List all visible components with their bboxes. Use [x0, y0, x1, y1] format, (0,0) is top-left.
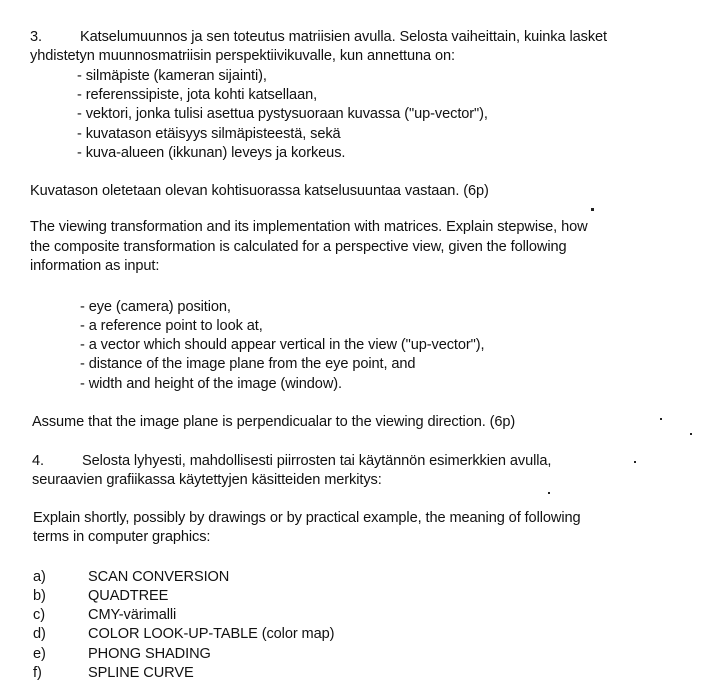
scan-speck — [634, 461, 636, 463]
q3-en-item: - width and height of the image (window). — [80, 376, 342, 392]
scan-speck — [591, 208, 594, 211]
q4-term-label: c) — [33, 607, 45, 623]
q3-fi-intro-line-2: yhdistetyn muunnosmatriisin perspektiivikuvalle, kun annettuna on: — [30, 48, 455, 64]
q4-fi-intro-text-1: Selosta lyhyesti, mahdollisesti piirrosten tai käytännön esimerkkien avulla, — [82, 453, 552, 469]
q3-en-item: - a vector which should appear vertical in the view ("up-vector"), — [80, 337, 485, 353]
q4-term-row — [33, 606, 176, 626]
q4-term-row — [33, 625, 334, 645]
q4-term-row — [33, 645, 211, 665]
q4-term-row — [33, 568, 229, 588]
q4-term-text: CMY-värimalli — [88, 607, 177, 623]
q4-term-row — [33, 587, 168, 607]
q4-term-text: PHONG SHADING — [88, 646, 211, 662]
q4-term-label: f) — [33, 665, 42, 681]
scan-speck — [660, 418, 662, 420]
q4-term-label: a) — [33, 569, 46, 585]
q4-en-intro-line-1: Explain shortly, possibly by drawings or by practical example, the meaning of following — [33, 510, 581, 526]
q4-term-text: SCAN CONVERSION — [88, 569, 230, 585]
scan-speck — [690, 433, 692, 435]
q3-en-intro-line-3: information as input: — [30, 258, 160, 274]
q3-en-item: - eye (camera) position, — [80, 299, 231, 315]
q3-fi-intro-line-1 — [30, 28, 607, 48]
q4-term-label: b) — [33, 588, 46, 604]
q3-fi-intro-text-1: Katselumuunnos ja sen toteutus matriisien avulla. Selosta vaiheittain, kuinka lasket — [80, 29, 608, 45]
q3-en-intro-line-1: The viewing transformation and its implementation with matrices. Explain stepwise, how — [30, 219, 588, 235]
q4-term-text: COLOR LOOK-UP-TABLE (color map) — [88, 626, 335, 642]
q4-term-label: d) — [33, 626, 46, 642]
q3-en-intro-line-2: the composite transformation is calculated for a perspective view, given the following — [30, 239, 567, 255]
q3-fi-item: - vektori, jonka tulisi asettua pystysuoraan kuvassa ("up-vector"), — [77, 106, 488, 122]
q4-fi-intro-line-1 — [32, 452, 551, 472]
q3-fi-item: - kuva-alueen (ikkunan) leveys ja korkeus. — [77, 145, 346, 161]
q4-number: 4. — [32, 453, 44, 469]
q4-en-intro-line-2: terms in computer graphics: — [33, 529, 211, 545]
q4-term-row — [33, 664, 194, 684]
q3-fi-item: - kuvatason etäisyys silmäpisteestä, sekä — [77, 126, 341, 142]
q3-en-item: - a reference point to look at, — [80, 318, 263, 334]
q3-number: 3. — [30, 29, 42, 45]
q3-en-item: - distance of the image plane from the eye point, and — [80, 356, 416, 372]
q4-term-label: e) — [33, 646, 46, 662]
q3-fi-item: - silmäpiste (kameran sijainti), — [77, 68, 267, 84]
q4-term-text: SPLINE CURVE — [88, 665, 194, 681]
q3-en-note: Assume that the image plane is perpendicualar to the viewing direction. (6p) — [32, 414, 516, 430]
q4-fi-intro-line-2: seuraavien grafiikassa käytettyjen käsitteiden merkitys: — [32, 472, 382, 488]
q3-fi-note: Kuvatason oletetaan olevan kohtisuorassa katselusuuntaa vastaan. (6p) — [30, 183, 489, 199]
q3-fi-item: - referenssipiste, jota kohti katsellaan, — [77, 87, 318, 103]
scan-speck — [548, 492, 550, 494]
q4-term-text: QUADTREE — [88, 588, 169, 604]
